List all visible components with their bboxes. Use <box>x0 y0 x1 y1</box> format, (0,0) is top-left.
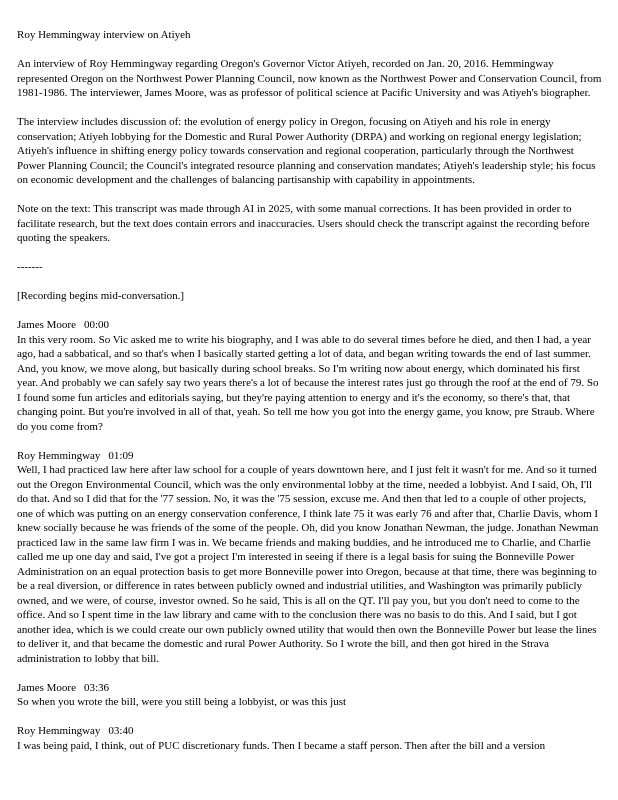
transcript-entry <box>17 449 602 667</box>
speaker-name: Roy Hemmingway <box>17 449 101 462</box>
speaker-name: James Moore <box>17 681 76 694</box>
document-title: Roy Hemmingway interview on Atiyeh <box>17 29 191 41</box>
transcript-entry <box>17 681 602 710</box>
timestamp: 03:36 <box>83 681 110 694</box>
recording-begins-note: [Recording begins mid-conversation.] <box>17 290 185 302</box>
speech-text: Well, I had practiced law here after law school for a couple of years downtown here, and I just felt it wasn't for me. And so it turned out the Oregon Environmental Council, which was the only environmental lobby at the time, needed a lobbyist. And I said, Oh, I'll do that. And so I did that for the '77 session. No, it was the '75 session, excuse me. And then that led to a couple of other projects, one of which was putting on an energy conservation conference, I think late 75 it was early 76 and after that, Charlie Davis, whom I knew socially because he was friends of the some of the people. Oh, did you know Jonathan Newman, the judge. Jonathan Newman practiced law in the same law firm I was in. We became friends and making buddies, and he introduced me to Charlie, and Charlie called me up one day and said, I've got a project I'm interested in seeing if there is a legal basis for suing the Bonneville Power Administration on an equal protection basis to get more Bonneville power into Oregon, because at that time, there was beginning to be a real diversion, or difference in rates between publicly owned and industrial utilities, and Washington was primarily publicly owned, and we were, of course, investor owned. So he said, This is all on the QT. I'll pay you, but you don't need to come to the office. And so I spent time in the law library and came with to the conclusion there was no basis to do this. And I said, but I got another idea, which is we could create our own publicly owned utility that would then own the Bonneville Power but lease the lines to deliver it, and that became the domestic and rural Power Authority. So I wrote the bill, and then got hired in the Strava administration to lobby that bill. <box>17 464 599 665</box>
speaker-name: Roy Hemmingway <box>17 725 101 737</box>
intro-about-paragraph: An interview of Roy Hemmingway regarding Oregon's Governor Victor Atiyeh, recorded on Jan. 20, 2016. Hemmingway represented Oregon on the Northwest Power Planning Council, now known as the Northwest Power and Conservation Council, from 1981-1986. The interviewer, James Moore, was as professor of political science at Pacific University and was Atiyeh's biographer. <box>17 58 602 99</box>
transcript-note-paragraph: Note on the text: This transcript was made through AI in 2025, with some manual corrections. It has been provided in order to facilitate research, but the text does contain errors and inaccuracies. Users should check the transcript against the recording before quoting the speakers. <box>17 203 590 244</box>
timestamp: 01:09 <box>108 449 134 462</box>
intro-topics-paragraph: The interview includes discussion of: the evolution of energy policy in Oregon, focusing on Atiyeh and his role in energy conservation; Atiyeh lobbying for the Domestic and Rural Power Authority (DRPA) and working on regional energy legislation; Atiyeh's influence in shifting energy policy towards conservation and regional cooperation, particularly through the Northwest Power Planning Council; the Council's integrated resource planning and conservation mandates; Atiyeh's leadership style; his focus on economic development and the challenges of balancing partisanship with capability in appointments. <box>17 116 596 186</box>
speech-text: I was being paid, I think, out of PUC discretionary funds. Then I became a staff person. Then after the bill and a version <box>17 739 546 752</box>
speaker-line <box>17 681 602 696</box>
timestamp: 03:40 <box>108 725 134 737</box>
section-separator: ------- <box>17 261 43 273</box>
speech-text: So when you wrote the bill, were you still being a lobbyist, or was this just <box>17 696 347 708</box>
transcript-entry <box>17 724 602 753</box>
speaker-line <box>17 318 602 333</box>
timestamp: 00:00 <box>83 319 110 331</box>
speech-text: In this very room. So Vic asked me to write his biography, and I was able to do several times before he died, and then I had, a year ago, had a sabbatical, and so that's when I basically started getting a lot of data, and began writing towards the end of last summer. And, you know, we move along, but basically during school breaks. So I'm writing now about energy, which dominated his first year. And probably we can safely say two years there's a lot of because the interest rates just go through the roof at the end of 79. So I found some fun articles and editorials saying, but they're paying attention to energy and it's the economy, so there's that, that changing point. But you're involved in all of that, yeah. So tell me how you got into the energy game, you know, pre Straub. Where do you come from? <box>17 333 599 433</box>
transcript-entry <box>17 318 602 434</box>
speaker-line <box>17 449 602 464</box>
speaker-line <box>17 724 602 739</box>
speaker-name: James Moore <box>17 319 76 331</box>
